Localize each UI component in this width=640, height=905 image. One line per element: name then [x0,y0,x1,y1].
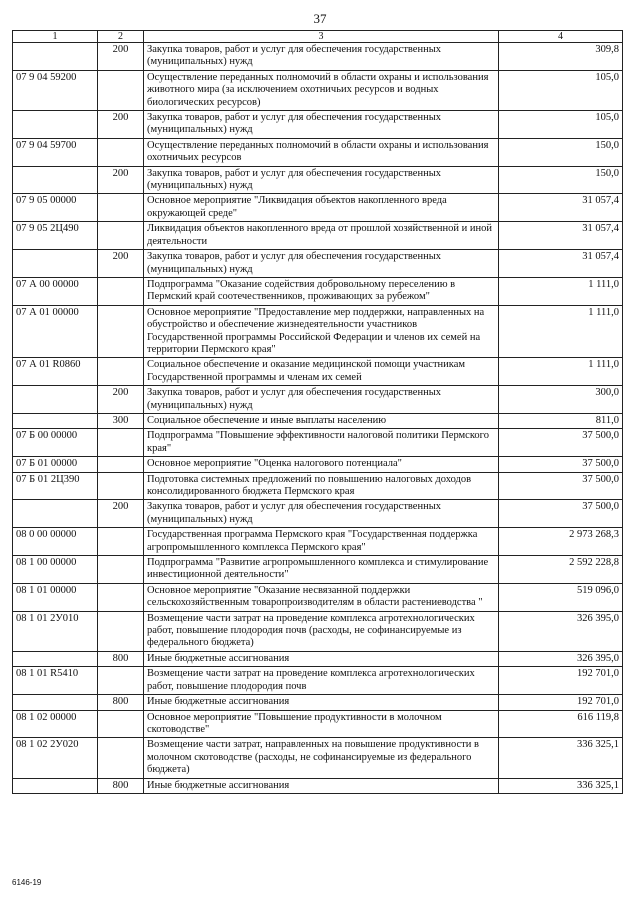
header-col-3: 3 [144,31,499,43]
name-cell: Социальное обеспечение и иные выплаты населению [144,413,499,428]
code-cell: 07 Б 01 00000 [13,457,98,472]
code-cell: 07 9 05 00000 [13,194,98,222]
code-cell: 07 А 00 00000 [13,277,98,305]
type-cell: 800 [98,651,144,666]
table-row [13,738,623,778]
name-cell: Основное мероприятие "Предоставление мер поддержки, направленных на обустройство и обеспечение жизнедеятельности участников Государственной программы Российской Федерации и членов их семей на территории Пермского края" [144,305,499,358]
code-cell [13,43,98,71]
type-cell: 200 [98,111,144,139]
type-cell [98,556,144,584]
table-row [13,358,623,386]
amount-cell: 105,0 [499,70,623,110]
type-cell [98,222,144,250]
table-row [13,583,623,611]
header-col-1: 1 [13,31,98,43]
name-cell: Закупка товаров, работ и услуг для обеспечения государственных (муниципальных) нужд [144,111,499,139]
code-cell [13,500,98,528]
table-row [13,70,623,110]
name-cell: Возмещение части затрат на проведение комплекса агротехнологических работ, повышение плодородия почв [144,667,499,695]
code-cell: 07 А 01 00000 [13,305,98,358]
table-body [13,43,623,794]
code-cell: 08 1 01 R5410 [13,667,98,695]
table-row [13,222,623,250]
name-cell: Возмещение части затрат, направленных на повышение продуктивности в молочном скотоводстве (расходы, не софинансируемые из федерального бюджета) [144,738,499,778]
code-cell: 07 Б 01 2Ц390 [13,472,98,500]
table-row [13,472,623,500]
header-col-2: 2 [98,31,144,43]
code-cell [13,695,98,710]
name-cell: Иные бюджетные ассигнования [144,651,499,666]
amount-cell: 105,0 [499,111,623,139]
code-cell: 08 1 00 00000 [13,556,98,584]
type-cell [98,429,144,457]
code-cell: 07 9 04 59700 [13,138,98,166]
table-row [13,194,623,222]
amount-cell: 616 119,8 [499,710,623,738]
type-cell: 200 [98,250,144,278]
name-cell: Государственная программа Пермского края "Государственная поддержка агропромышленного комплекса Пермского края" [144,528,499,556]
table-row [13,695,623,710]
table-row [13,429,623,457]
name-cell: Основное мероприятие "Оценка налогового потенциала" [144,457,499,472]
type-cell [98,70,144,110]
table-row [13,556,623,584]
amount-cell: 31 057,4 [499,222,623,250]
table-row [13,138,623,166]
table-row [13,528,623,556]
document-code: 6146-19 [12,878,42,887]
type-cell: 800 [98,695,144,710]
amount-cell: 192 701,0 [499,667,623,695]
name-cell: Социальное обеспечение и оказание медицинской помощи участникам Государственной программы и членам их семей [144,358,499,386]
code-cell [13,778,98,793]
code-cell: 08 1 01 2У010 [13,611,98,651]
type-cell [98,472,144,500]
type-cell [98,277,144,305]
name-cell: Возмещение части затрат на проведение комплекса агротехнологических работ, повышение плодородия почв (расходы, не софинансируемые из федерального бюджета) [144,611,499,651]
amount-cell: 811,0 [499,413,623,428]
name-cell: Осуществление переданных полномочий в области охраны и использования охотничьих ресурсов [144,138,499,166]
code-cell: 08 1 02 00000 [13,710,98,738]
code-cell [13,413,98,428]
amount-cell: 192 701,0 [499,695,623,710]
type-cell: 200 [98,43,144,71]
name-cell: Основное мероприятие "Повышение продуктивности в молочном скотоводстве" [144,710,499,738]
code-cell: 08 1 01 00000 [13,583,98,611]
amount-cell: 2 592 228,8 [499,556,623,584]
name-cell: Осуществление переданных полномочий в области охраны и использования животного мира (за исключением охотничьих ресурсов и водных биологических ресурсов) [144,70,499,110]
name-cell: Иные бюджетные ассигнования [144,695,499,710]
table-row [13,651,623,666]
table-row [13,166,623,194]
table-row [13,277,623,305]
type-cell: 200 [98,166,144,194]
type-cell [98,138,144,166]
amount-cell: 150,0 [499,166,623,194]
code-cell: 07 9 04 59200 [13,70,98,110]
table-row [13,305,623,358]
name-cell: Ликвидация объектов накопленного вреда от прошлой хозяйственной и иной деятельности [144,222,499,250]
table-row [13,710,623,738]
table-row [13,413,623,428]
type-cell: 200 [98,386,144,414]
table-row [13,500,623,528]
code-cell: 07 А 01 R0860 [13,358,98,386]
header-col-4: 4 [499,31,623,43]
name-cell: Иные бюджетные ассигнования [144,778,499,793]
page-number: 37 [313,11,327,26]
amount-cell: 336 325,1 [499,738,623,778]
table-row [13,111,623,139]
type-cell [98,710,144,738]
code-cell: 08 0 00 00000 [13,528,98,556]
type-cell [98,457,144,472]
name-cell: Подготовка системных предложений по повышению налоговых доходов консолидированного бюджета Пермского края [144,472,499,500]
code-cell: 08 1 02 2У020 [13,738,98,778]
name-cell: Закупка товаров, работ и услуг для обеспечения государственных (муниципальных) нужд [144,250,499,278]
table-row [13,611,623,651]
amount-cell: 326 395,0 [499,611,623,651]
amount-cell: 37 500,0 [499,457,623,472]
type-cell: 200 [98,500,144,528]
code-cell: 07 9 05 2Ц490 [13,222,98,250]
type-cell: 300 [98,413,144,428]
code-cell [13,111,98,139]
amount-cell: 300,0 [499,386,623,414]
type-cell [98,358,144,386]
header-row [13,31,623,43]
amount-cell: 336 325,1 [499,778,623,793]
amount-cell: 31 057,4 [499,194,623,222]
amount-cell: 1 111,0 [499,358,623,386]
amount-cell: 2 973 268,3 [499,528,623,556]
name-cell: Подпрограмма "Развитие агропромышленного комплекса и стимулирование инвестиционной деятельности" [144,556,499,584]
type-cell [98,305,144,358]
amount-cell: 150,0 [499,138,623,166]
amount-cell: 326 395,0 [499,651,623,666]
amount-cell: 519 096,0 [499,583,623,611]
table-row [13,667,623,695]
code-cell: 07 Б 00 00000 [13,429,98,457]
table-row [13,43,623,71]
name-cell: Основное мероприятие "Оказание несвязанной поддержки сельскохозяйственным товаропроизводителям в области растениеводства " [144,583,499,611]
amount-cell: 31 057,4 [499,250,623,278]
budget-table [12,30,623,794]
type-cell [98,738,144,778]
code-cell [13,386,98,414]
amount-cell: 309,8 [499,43,623,71]
table-row [13,457,623,472]
name-cell: Закупка товаров, работ и услуг для обеспечения государственных (муниципальных) нужд [144,500,499,528]
type-cell: 800 [98,778,144,793]
amount-cell: 37 500,0 [499,500,623,528]
name-cell: Закупка товаров, работ и услуг для обеспечения государственных (муниципальных) нужд [144,166,499,194]
amount-cell: 1 111,0 [499,305,623,358]
type-cell [98,611,144,651]
type-cell [98,667,144,695]
code-cell [13,250,98,278]
amount-cell: 1 111,0 [499,277,623,305]
table-row [13,386,623,414]
code-cell [13,166,98,194]
name-cell: Подпрограмма "Повышение эффективности налоговой политики Пермского края" [144,429,499,457]
amount-cell: 37 500,0 [499,472,623,500]
type-cell [98,528,144,556]
code-cell [13,651,98,666]
name-cell: Закупка товаров, работ и услуг для обеспечения государственных (муниципальных) нужд [144,386,499,414]
type-cell [98,194,144,222]
amount-cell: 37 500,0 [499,429,623,457]
name-cell: Подпрограмма "Оказание содействия добровольному переселению в Пермский край соотечественников, проживающих за рубежом" [144,277,499,305]
type-cell [98,583,144,611]
name-cell: Основное мероприятие "Ликвидация объектов накопленного вреда окружающей среде" [144,194,499,222]
table-row [13,250,623,278]
table-row [13,778,623,793]
name-cell: Закупка товаров, работ и услуг для обеспечения государственных (муниципальных) нужд [144,43,499,71]
